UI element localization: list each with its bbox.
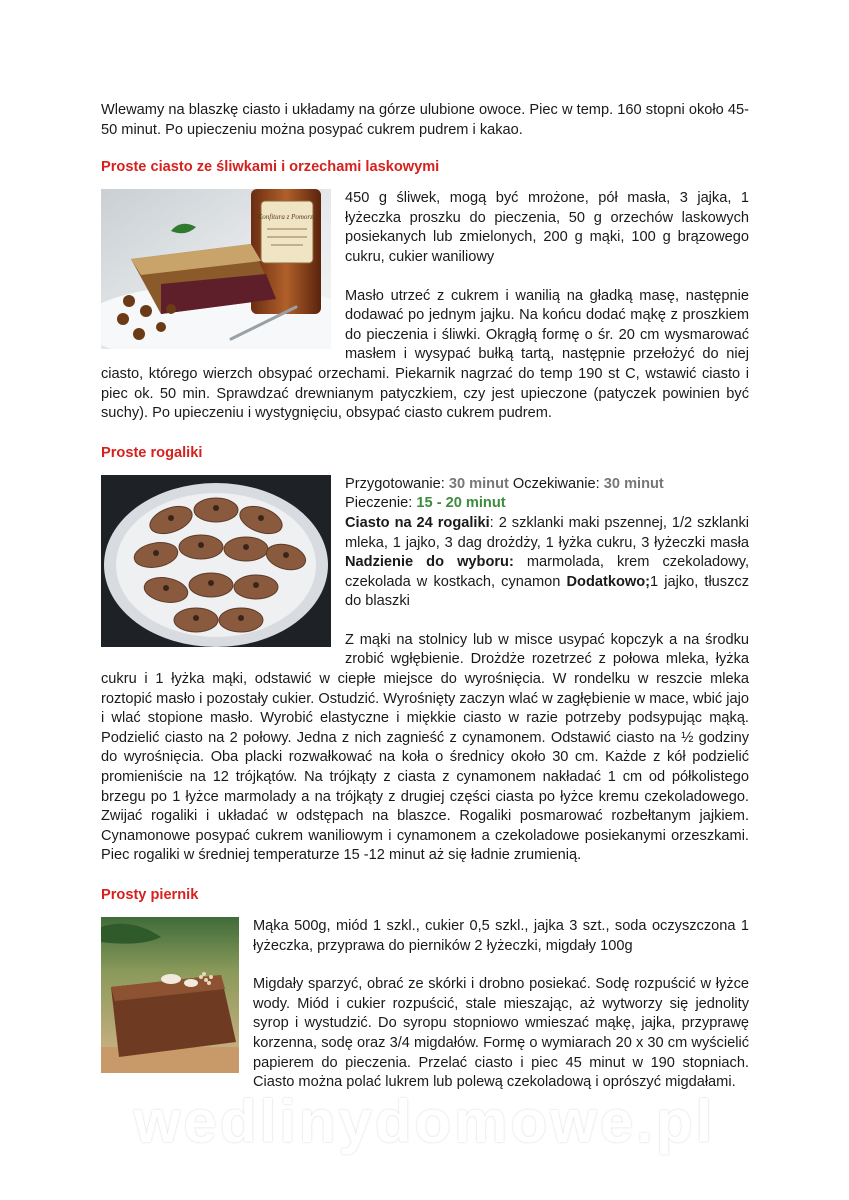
dough-label: Ciasto na 24 rogaliki [345, 514, 490, 531]
recipe-plum-cake [101, 158, 749, 424]
intro-paragraph: Wlewamy na blaszkę ciasto i układamy na górze ulubione owoce. Piec w temp. 160 stopni około 45-50 minut. Po upieczeniu można posypać cukrem pudrem i kakao. [101, 102, 749, 138]
recipe-method: Migdały sparzyć, obrać ze skórki i drobno posiekać. Sodę rozpuścić w łyżce wody. Miód i cukier rozpuścić, stale mieszając, aż wytworzy się jednolity syrop i wystudzić. Do syropu stopniowo wmieszać mąkę, jajka, przyprawę korzenna, sodę oraz 3/4 migdałów. Formę o wymiarach 20 x 30 cm wyścielić papierem do pieczenia. Przelać ciasto i piec 45 minut w 190 stopniach. Ciasto można polać lukrem lub polewą czekoladową i oprószyć migdałami. [253, 976, 749, 1091]
piernik-photo [101, 917, 239, 1073]
document-page [101, 101, 749, 1113]
extra-label: Dodatkowo; [566, 573, 651, 590]
recipe-piernik [101, 886, 749, 1093]
wait-label: Oczekiwanie: [512, 475, 600, 492]
wait-value: 30 minut [603, 475, 664, 492]
prep-label: Przygotowanie: [345, 475, 445, 492]
watermark: wedlinydomowe.pl [133, 1088, 716, 1155]
recipe-method: Masło utrzeć z cukrem i wanilią na gładką masę, następnie dodawać po jednym jajku. Na końcu dodać mąkę z proszkiem do pieczenia i śliwki. Okrągłą formę o śr. 20 cm wysmarować masłem i wysypać bułką tartą, następnie przełożyć do niej ciasto, którego wierzch obsypać orzechami. Piekarnik nagrzać do temp 190 st C, wstawić ciasto i piec ok. 50 min. Sprawdzać drewnianym patyczkiem, czy jest upieczone (patyczek powinien być suchy). Po upieczeniu i wystygnięciu, obsypać ciasto cukrem pudrem. [101, 287, 749, 422]
recipe-title: Proste ciasto ze śliwkami i orzechami laskowymi [101, 159, 440, 176]
rogaliki-photo [101, 475, 331, 647]
bake-value: 15 - 20 minut [416, 495, 506, 512]
filling-text: marmolada, krem czekoladowy, czekolada w kostkach, cynamon [345, 554, 750, 590]
bake-label: Pieczenie: [345, 495, 413, 512]
prep-value: 30 minut [448, 475, 509, 492]
recipe-ingredients: Mąka 500g, miód 1 szkl., cukier 0,5 szkl., jajka 3 szt., soda oczyszczona 1 łyżeczka, przyprawa do pierników 2 łyżeczki, migdały 100g [253, 918, 749, 954]
extra-text: 1 jajko, tłuszcz do blaszki [345, 573, 749, 610]
jar-label-text: Konfitura z Pomorza [257, 213, 317, 222]
dough-text: : 2 szklanki maki pszennej, 1/2 szklanki mleka, 1 jajko, 3 dag drożdży, 1 łyżka cukru, 3 łyżeczki masła [345, 514, 749, 551]
plum-cake-photo [101, 189, 331, 349]
recipe-title: Prosty piernik [101, 887, 199, 903]
recipe-ingredients: 450 g śliwek, mogą być mrożone, pół masła, 3 jajka, 1 łyżeczka proszku do pieczenia, 50 g orzechów laskowych posiekanych lub zmielonych, 200 g mąki, 100 g brązowego cukru, cukier waniliowy [345, 190, 749, 265]
recipe-title: Proste rogaliki [101, 444, 203, 461]
recipe-rogaliki [101, 444, 749, 866]
filling-label: Nadzienie do wyboru: [345, 554, 514, 571]
recipe-method: Z mąki na stolnicy lub w misce usypać kopczyk a na środku zrobić wgłębienie. Drożdże rozetrzeć z połowa mleka, łyżka cukru i 1 łyżka mąki, odstawić w ciepłe miejsce do wyrośnięcia. W rondelku w reszcie mleka roztopić masło i pozostały cukier. Ostudzić. Wyrośnięty zaczyn wlać w zagłębienie w mace, wbić jajo i wlać stopione masło. Wyrobić elastyczne i miękkie ciasto w razie potrzeby podsypując mąką. Podzielić ciasto na 2 połowy. Jedna z nich zagnieść z cynamonem. Odstawić ciasto na ½ godziny do wyrośnięcia. Oba placki rozwałkować na koła o średnicy około 30 cm. Każde z kół podzielić promieniście na 12 trójkątów. Na trójkąty z ciasta z cynamonem nakładać 1 cm od półkolistego brzegu po 1 łyżce marmolady a na trójkąty z drugiej części ciasta po łyżce kremu czekoladowego. Zwijać rogaliki i układać w odstępach na blaszce. Rogaliki posmarować rozbełtanym jajkiem. Cynamonowe posypać cukrem waniliowym i cynamonem a czekoladowe posiekanymi orzeszkami. Piec rogaliki w średniej temperaturze 15 -12 minut aż się ładnie zrumienią. [101, 631, 749, 864]
